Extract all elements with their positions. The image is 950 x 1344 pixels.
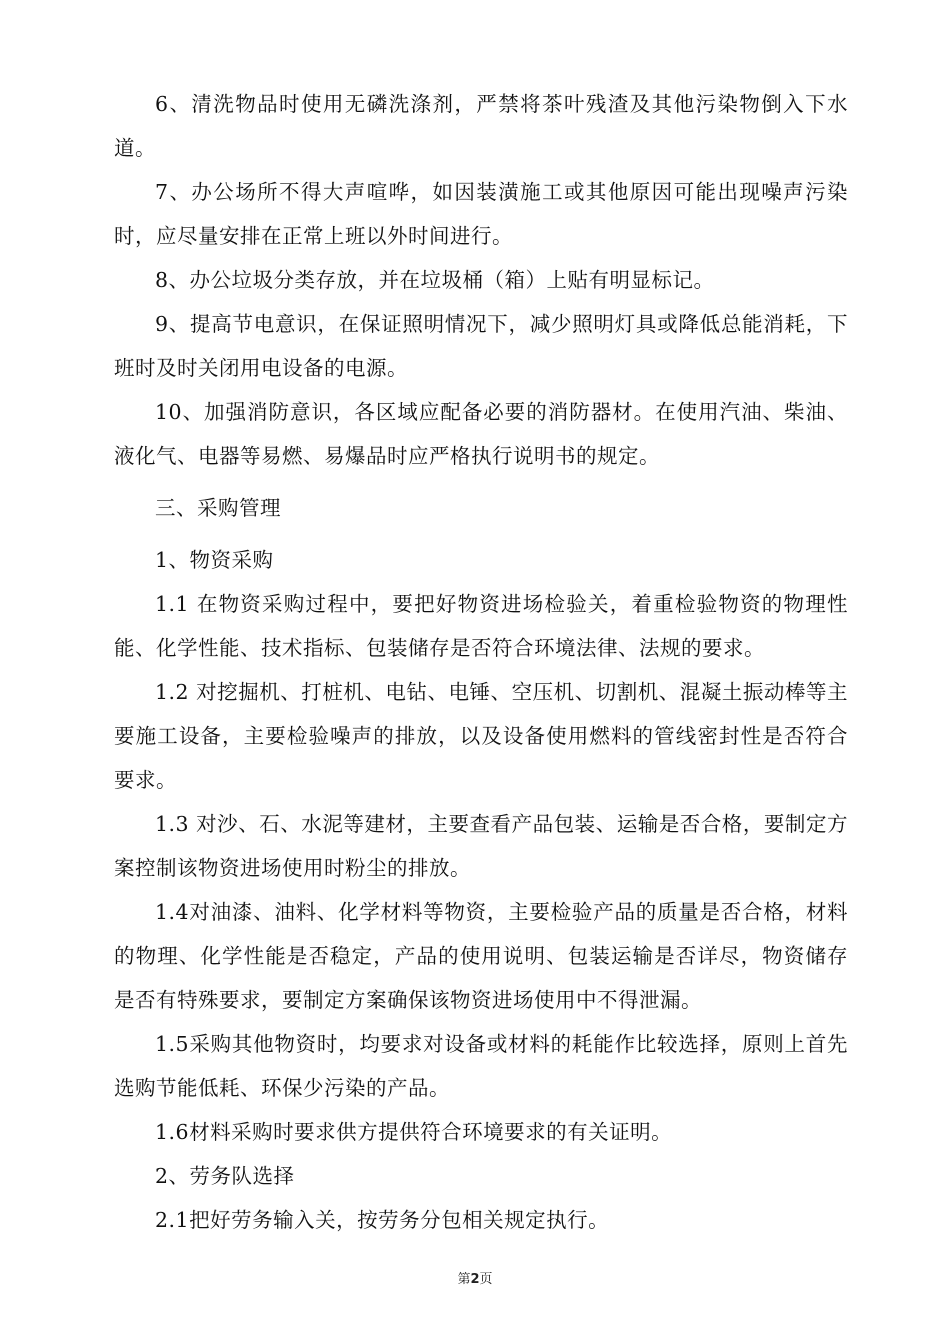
paragraph-10: 10、加强消防意识，各区域应配备必要的消防器材。在使用汽油、柴油、液化气、电器等易燃、易爆品时应严格执行说明书的规定。 xyxy=(114,400,848,468)
paragraph-1-1: 1.1 在物资采购过程中，要把好物资进场检验关，着重检验物资的物理性能、化学性能、技术指标、包装储存是否符合环境法律、法规的要求。 xyxy=(114,592,848,660)
subheading-labor-team: 2、劳务队选择 xyxy=(155,1164,295,1188)
paragraph-1-3: 1.3 对沙、石、水泥等建材，主要查看产品包装、运输是否合格，要制定方案控制该物资进场使用时粉尘的排放。 xyxy=(114,812,848,880)
paragraph-8: 8、办公垃圾分类存放，并在垃圾桶（箱）上贴有明显标记。 xyxy=(155,268,715,292)
document-body xyxy=(114,82,848,1242)
page-footer xyxy=(0,1268,950,1287)
page-number: 2 xyxy=(470,1272,480,1287)
paragraph-1-6: 1.6材料采购时要求供方提供符合环境要求的有关证明。 xyxy=(155,1120,673,1144)
footer-suffix: 页 xyxy=(479,1272,493,1287)
paragraph-2-1: 2.1把好劳务输入关，按劳务分包相关规定执行。 xyxy=(155,1208,610,1232)
paragraph-1-4: 1.4对油漆、油料、化学材料等物资，主要检验产品的质量是否合格，材料的物理、化学性能是否稳定，产品的使用说明、包装运输是否详尽，物资储存是否有特殊要求，要制定方案确保该物资进场使用中不得泄漏。 xyxy=(114,900,848,1012)
paragraph-9: 9、提高节电意识，在保证照明情况下，减少照明灯具或降低总能消耗，下班时及时关闭用电设备的电源。 xyxy=(114,312,848,380)
footer-prefix: 第 xyxy=(457,1272,471,1287)
paragraph-1-2: 1.2 对挖掘机、打桩机、电钻、电锤、空压机、切割机、混凝土振动棒等主要施工设备，主要检验噪声的排放，以及设备使用燃料的管线密封性是否符合要求。 xyxy=(114,680,848,792)
subheading-material-procurement: 1、物资采购 xyxy=(155,548,274,572)
section-heading-procurement: 三、采购管理 xyxy=(155,496,281,520)
paragraph-6: 6、清洗物品时使用无磷洗涤剂，严禁将茶叶残渣及其他污染物倒入下水道。 xyxy=(114,92,848,160)
paragraph-1-5: 1.5采购其他物资时，均要求对设备或材料的耗能作比较选择，原则上首先选购节能低耗、环保少污染的产品。 xyxy=(114,1032,848,1100)
paragraph-7: 7、办公场所不得大声喧哗，如因装潢施工或其他原因可能出现噪声污染时，应尽量安排在正常上班以外时间进行。 xyxy=(114,180,848,248)
